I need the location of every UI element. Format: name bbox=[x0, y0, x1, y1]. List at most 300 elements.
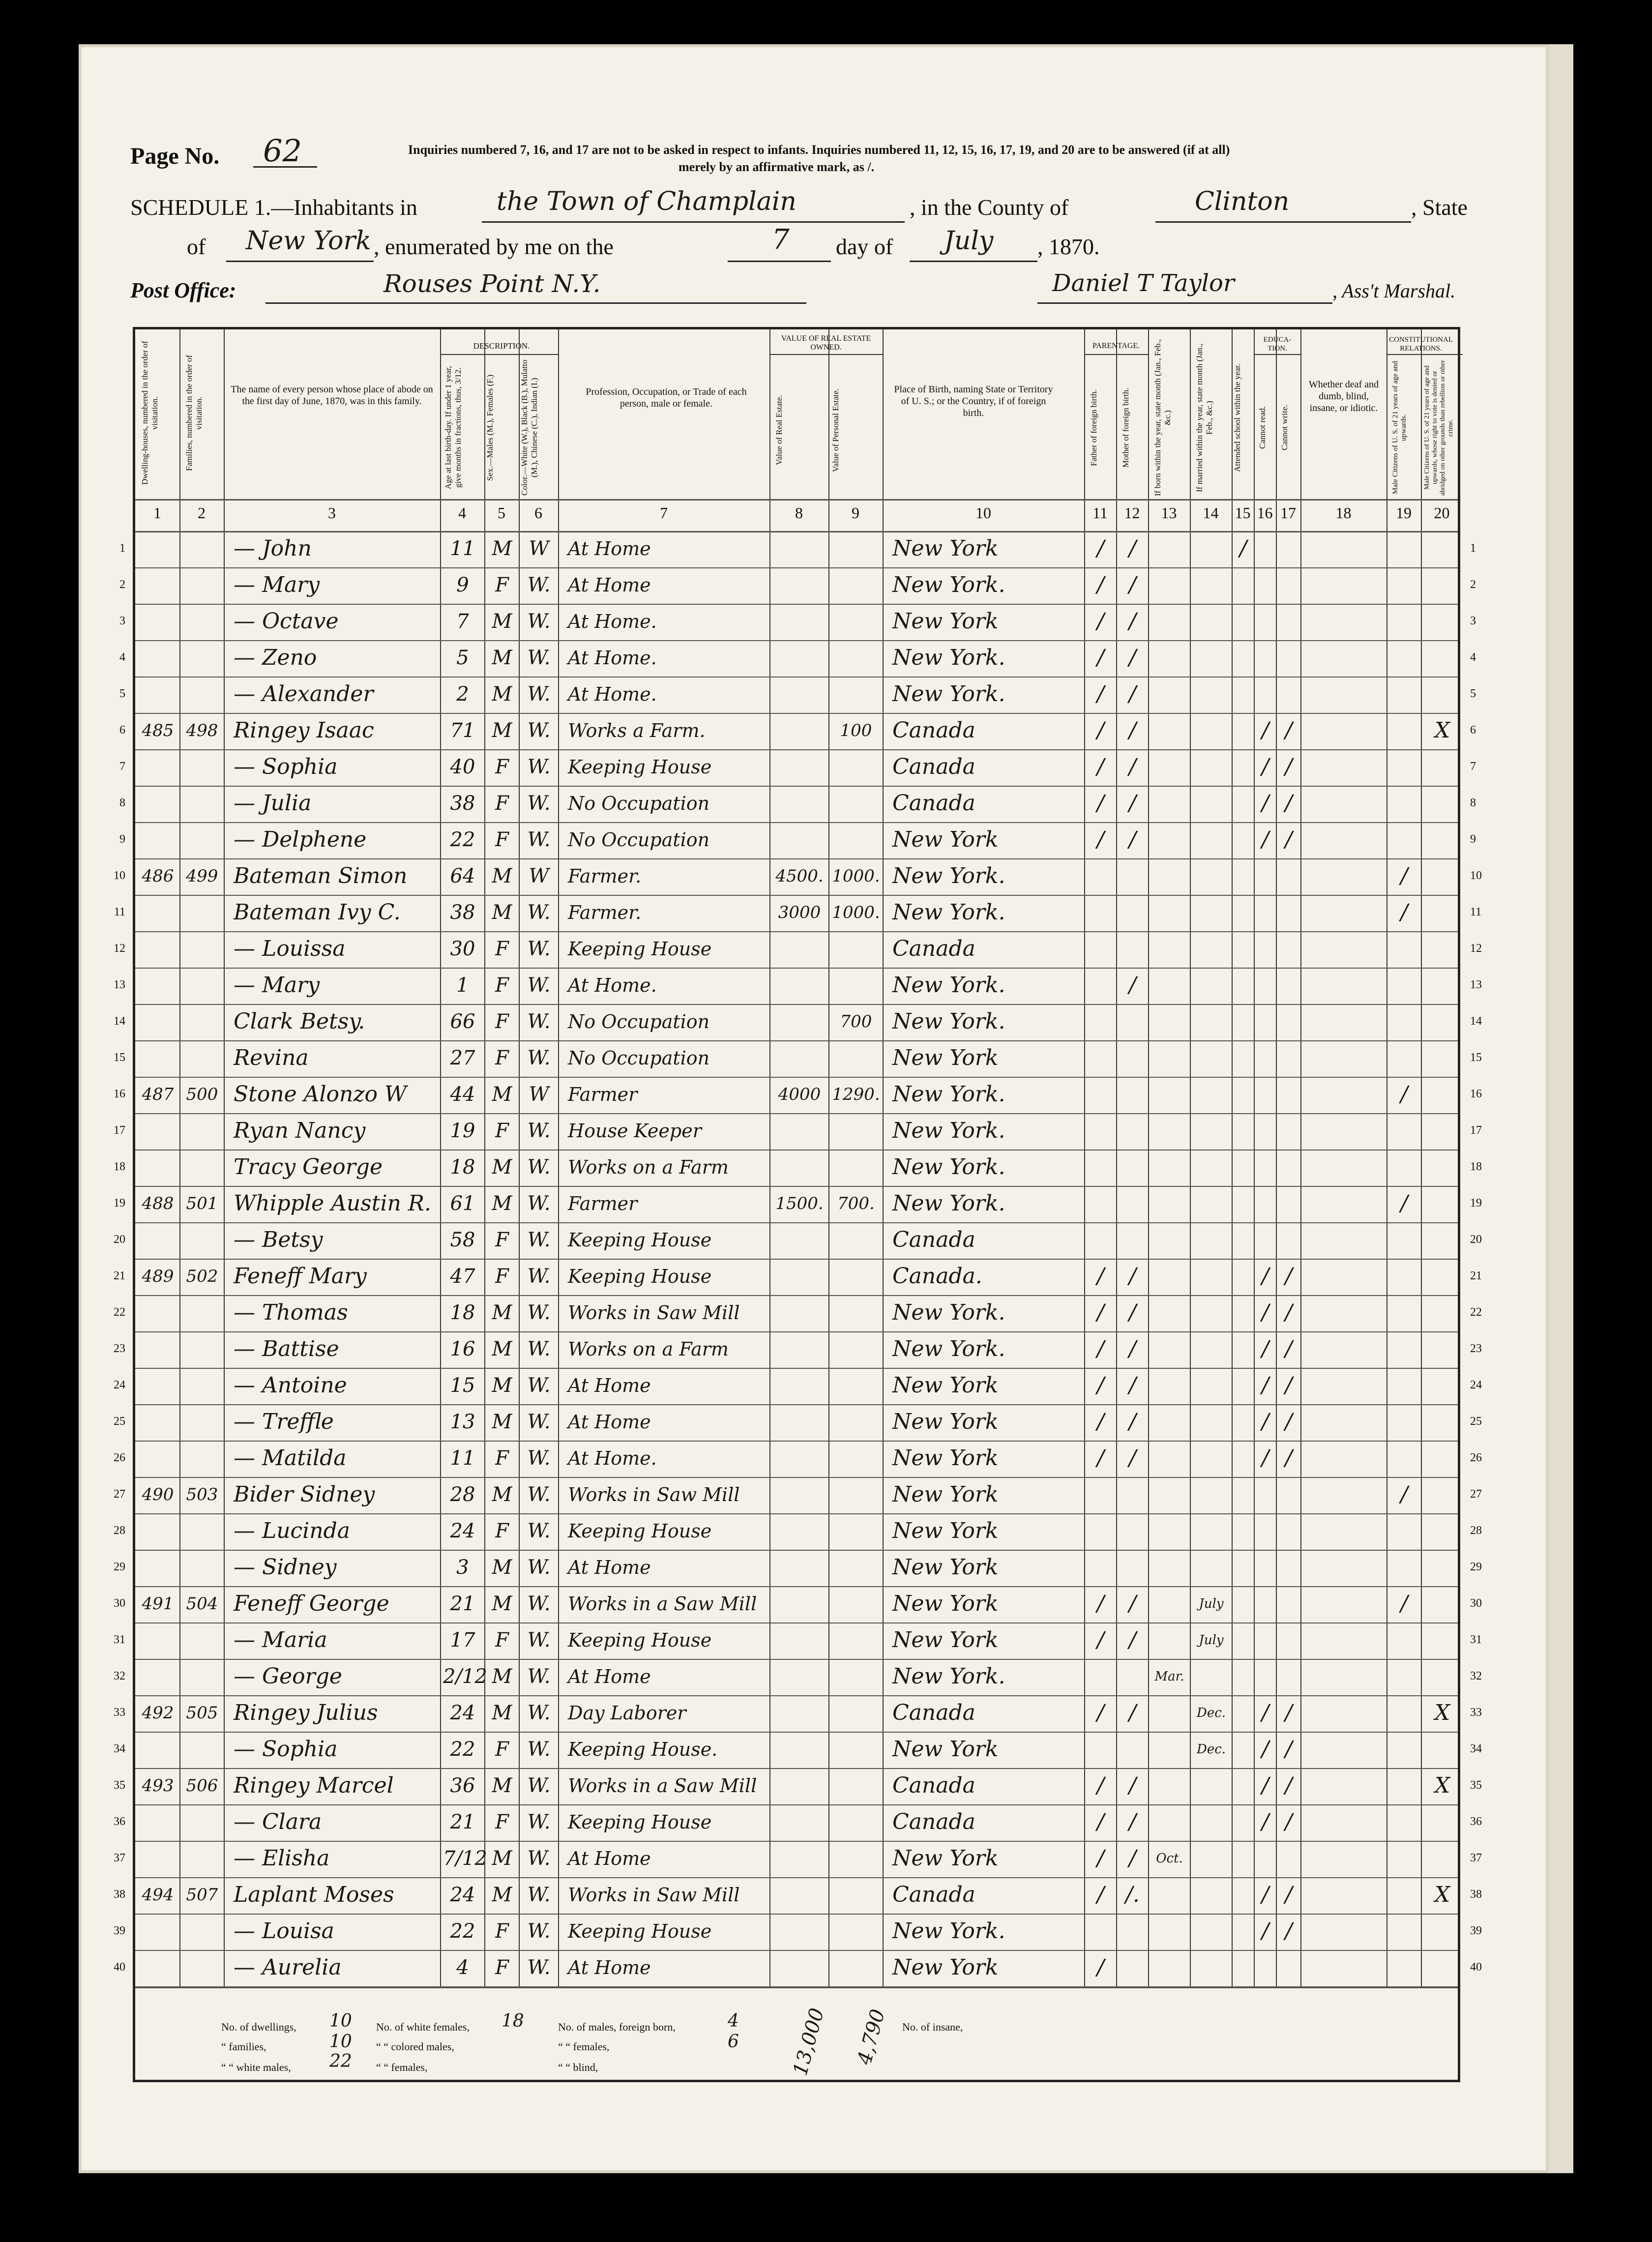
row-number-left: 14 bbox=[114, 1015, 125, 1028]
row-number-right: 38 bbox=[1470, 1888, 1482, 1901]
color: W bbox=[529, 537, 549, 560]
schedule-label: SCHEDULE 1.—Inhabitants in bbox=[130, 195, 417, 220]
age: 36 bbox=[450, 1774, 475, 1797]
mother-foreign-mark: / bbox=[1129, 572, 1136, 597]
father-foreign-mark: / bbox=[1097, 645, 1104, 670]
row-number-left: 4 bbox=[119, 651, 125, 664]
row-number-left: 22 bbox=[114, 1306, 125, 1319]
row-rule bbox=[135, 1986, 1458, 1987]
inquiry-note-1: Inquiries numbered 7, 16, and 17 are not to be asked in respect to infants. Inquiries numbered 11, 12, 15, 16, 17, 19, and 20 are to be answered (if at all) bbox=[408, 143, 1230, 157]
mother-foreign-mark: / bbox=[1129, 536, 1136, 561]
sex: F bbox=[495, 938, 509, 960]
family-number: 498 bbox=[186, 721, 218, 740]
age: 28 bbox=[450, 1483, 475, 1506]
sex: M bbox=[492, 1411, 512, 1433]
place-of-birth: New York. bbox=[892, 1300, 1005, 1325]
sex: F bbox=[495, 828, 509, 851]
person-name: — Maria bbox=[234, 1627, 327, 1652]
mother-foreign-mark: / bbox=[1129, 1446, 1136, 1471]
mother-foreign-mark: / bbox=[1129, 973, 1136, 998]
occupation: Works in Saw Mill bbox=[568, 1302, 740, 1324]
table-row bbox=[114, 1222, 1482, 1259]
father-foreign-mark: / bbox=[1097, 718, 1104, 743]
born-month: Mar. bbox=[1154, 1669, 1184, 1684]
father-foreign-mark: / bbox=[1097, 791, 1104, 816]
row-number-left: 13 bbox=[114, 978, 125, 991]
table-row bbox=[114, 1186, 1482, 1222]
color: W. bbox=[527, 1374, 551, 1397]
person-name: — John bbox=[234, 536, 312, 561]
place-of-birth: New York bbox=[892, 1591, 999, 1616]
col-14-header: If married within the year, state month (Jan., Feb., &c.) bbox=[1195, 343, 1214, 493]
row-number-right: 35 bbox=[1470, 1779, 1482, 1792]
row-number-left: 2 bbox=[119, 578, 125, 591]
color: W. bbox=[527, 901, 551, 924]
row-number-left: 7 bbox=[119, 760, 125, 773]
real-estate-value: 3000 bbox=[778, 903, 821, 922]
row-number-left: 20 bbox=[114, 1233, 125, 1246]
table-row bbox=[114, 1732, 1482, 1768]
occupation: Keeping House. bbox=[568, 1739, 718, 1760]
married-month: Dec. bbox=[1196, 1706, 1226, 1720]
row-number-right: 31 bbox=[1470, 1633, 1482, 1646]
table-row bbox=[114, 895, 1482, 931]
constitutional-header: CONSTITUTIONAL RELATIONS. bbox=[1389, 336, 1453, 353]
column-number: 7 bbox=[660, 504, 668, 522]
row-number-left: 10 bbox=[114, 869, 125, 882]
father-foreign-mark: / bbox=[1097, 1882, 1104, 1907]
state-underline bbox=[226, 261, 374, 262]
place-of-birth: New York bbox=[892, 827, 999, 852]
sex: F bbox=[495, 974, 509, 997]
school-mark: / bbox=[1239, 536, 1247, 561]
age: 2 bbox=[456, 683, 469, 706]
sex: F bbox=[495, 1120, 509, 1142]
table-row bbox=[114, 1768, 1482, 1804]
person-name: Ryan Nancy bbox=[234, 1118, 366, 1143]
occupation: Keeping House bbox=[568, 1229, 712, 1251]
mother-foreign-mark: / bbox=[1129, 1336, 1136, 1361]
post-office-underline bbox=[266, 302, 806, 304]
occupation: At Home bbox=[568, 1375, 651, 1396]
col-11-header: Father of foreign birth. bbox=[1089, 389, 1098, 466]
mother-foreign-mark: / bbox=[1129, 1773, 1136, 1798]
father-foreign-mark: / bbox=[1097, 1446, 1104, 1471]
occupation: Works a Farm. bbox=[568, 720, 706, 741]
real-estate-value: 4000 bbox=[778, 1085, 821, 1104]
age: 24 bbox=[450, 1520, 475, 1542]
father-foreign-mark: / bbox=[1097, 572, 1104, 597]
col-3-header: The name of every person whose place of abode on the first day of June, 1870, was in this family. bbox=[231, 384, 433, 407]
age: 27 bbox=[450, 1047, 475, 1069]
row-number-right: 29 bbox=[1470, 1561, 1482, 1573]
citizen-mark: / bbox=[1400, 1082, 1408, 1107]
col-20-header: Male Citizens of U. S. of 21 years of age and upwards, whose right to vote is denied or abridged on other grounds than rebellion or other crime. bbox=[1423, 360, 1454, 496]
color: W. bbox=[527, 1665, 551, 1688]
place-of-birth: New York. bbox=[892, 1918, 1005, 1944]
occupation: Keeping House bbox=[568, 938, 712, 960]
age: 71 bbox=[450, 719, 475, 742]
color: W. bbox=[527, 1447, 551, 1470]
occupation: At Home. bbox=[568, 611, 657, 632]
sex: F bbox=[495, 1920, 509, 1943]
color: W. bbox=[527, 1956, 551, 1979]
age: 58 bbox=[450, 1229, 475, 1251]
row-number-left: 21 bbox=[114, 1269, 125, 1282]
cannot-read-mark: / bbox=[1262, 1336, 1269, 1361]
color: W. bbox=[527, 938, 551, 960]
personal-estate-value: 1000. bbox=[832, 903, 880, 922]
cannot-read-mark: / bbox=[1262, 1264, 1269, 1289]
person-name: — Mary bbox=[234, 572, 320, 597]
occupation: At Home bbox=[568, 574, 651, 596]
col-16-header: Cannot read. bbox=[1258, 406, 1267, 449]
colored-females-label: “ “ females, bbox=[376, 2061, 428, 2073]
place-of-birth: New York. bbox=[892, 572, 1005, 597]
cannot-write-mark: / bbox=[1285, 754, 1293, 779]
color: W. bbox=[527, 1010, 551, 1033]
marshal-label: , Ass't Marshal. bbox=[1332, 280, 1456, 302]
person-name: Ringey Julius bbox=[234, 1700, 378, 1725]
row-number-left: 16 bbox=[114, 1088, 125, 1100]
sex: F bbox=[495, 1010, 509, 1033]
place-of-birth: Canada bbox=[892, 754, 975, 779]
row-number-right: 20 bbox=[1470, 1233, 1482, 1246]
column-number: 13 bbox=[1161, 504, 1177, 522]
column-number: 3 bbox=[328, 504, 336, 522]
cannot-write-mark: / bbox=[1285, 1264, 1293, 1289]
personal-estate-value: 100 bbox=[840, 721, 872, 740]
mother-foreign-mark: / bbox=[1129, 681, 1136, 707]
color: W. bbox=[527, 1847, 551, 1870]
row-number-left: 29 bbox=[114, 1561, 125, 1573]
col-1-header: Dwelling-houses, numbered in the order of visitation. bbox=[140, 341, 159, 485]
column-number: 12 bbox=[1124, 504, 1140, 522]
cannot-read-mark: / bbox=[1262, 1918, 1269, 1944]
table-row bbox=[114, 1877, 1482, 1914]
sex: F bbox=[495, 1811, 509, 1833]
age: 44 bbox=[450, 1083, 475, 1106]
father-foreign-mark: / bbox=[1097, 609, 1104, 634]
row-number-left: 3 bbox=[119, 615, 125, 627]
description-header: DESCRIPTION. bbox=[473, 341, 530, 351]
age: 13 bbox=[450, 1411, 475, 1433]
age: 61 bbox=[450, 1192, 475, 1215]
row-number-right: 3 bbox=[1470, 615, 1476, 627]
color: W. bbox=[527, 1774, 551, 1797]
mother-foreign-mark: / bbox=[1129, 1591, 1136, 1616]
real-estate-value: 1500. bbox=[775, 1194, 824, 1213]
age: 21 bbox=[450, 1811, 475, 1833]
person-name: — Mary bbox=[234, 973, 320, 998]
col-9-header: Value of Personal Estate. bbox=[831, 388, 840, 472]
row-number-left: 27 bbox=[114, 1488, 125, 1501]
row-number-right: 34 bbox=[1470, 1742, 1482, 1755]
day-of-label: day of bbox=[836, 234, 893, 259]
row-number-left: 37 bbox=[114, 1852, 125, 1864]
post-office-value: Rouses Point N.Y. bbox=[384, 269, 601, 298]
sex: F bbox=[495, 756, 509, 778]
table-row bbox=[114, 1586, 1482, 1622]
person-name: — Sophia bbox=[234, 754, 338, 779]
table-row bbox=[114, 1295, 1482, 1331]
occupation: No Occupation bbox=[568, 829, 710, 851]
row-number-right: 37 bbox=[1470, 1852, 1482, 1864]
place-of-birth: New York. bbox=[892, 1009, 1005, 1034]
row-number-right: 2 bbox=[1470, 578, 1476, 591]
table-row bbox=[114, 1950, 1482, 1986]
sex: M bbox=[492, 683, 512, 706]
cannot-read-mark: / bbox=[1262, 1809, 1269, 1834]
age: 11 bbox=[450, 1447, 475, 1470]
marshal-underline bbox=[1037, 302, 1332, 304]
color: W bbox=[529, 865, 549, 887]
table-row bbox=[119, 567, 1476, 604]
color: W. bbox=[527, 1301, 551, 1324]
person-name: — Betsy bbox=[234, 1227, 323, 1252]
occupation: Farmer. bbox=[568, 902, 642, 923]
col-8-header: Value of Real Estate. bbox=[774, 395, 784, 466]
age: 24 bbox=[450, 1884, 475, 1906]
column-number: 11 bbox=[1092, 504, 1108, 522]
row-number-left: 5 bbox=[119, 687, 125, 700]
real-estate-value: 4500. bbox=[775, 866, 824, 886]
column-number: 2 bbox=[198, 504, 206, 522]
row-number-right: 25 bbox=[1470, 1415, 1482, 1428]
occupation: Works in Saw Mill bbox=[568, 1884, 740, 1906]
place-of-birth: New York. bbox=[892, 1118, 1005, 1143]
color: W. bbox=[527, 1265, 551, 1288]
occupation: Farmer bbox=[568, 1084, 638, 1105]
sex: F bbox=[495, 792, 509, 815]
town-value: the Town of Champlain bbox=[497, 187, 796, 216]
father-foreign-mark: / bbox=[1097, 1773, 1104, 1798]
row-number-right: 28 bbox=[1470, 1524, 1482, 1537]
occupation: Farmer bbox=[568, 1193, 638, 1214]
age: 19 bbox=[450, 1120, 475, 1142]
state-label: , State bbox=[1411, 195, 1468, 220]
age: 4 bbox=[456, 1956, 469, 1979]
enumerated-label: , enumerated by me on the bbox=[374, 234, 614, 259]
person-name: — George bbox=[234, 1664, 342, 1689]
dwelling-number: 490 bbox=[142, 1485, 174, 1504]
father-foreign-mark: / bbox=[1097, 681, 1104, 707]
citizen-mark: / bbox=[1400, 1191, 1408, 1216]
color: W. bbox=[527, 683, 551, 706]
age: 16 bbox=[450, 1338, 475, 1360]
person-name: Bateman Simon bbox=[234, 863, 408, 888]
table-row bbox=[114, 1550, 1482, 1586]
colored-males-label: “ “ colored males, bbox=[376, 2040, 454, 2053]
citizen-mark: / bbox=[1400, 1482, 1408, 1507]
place-of-birth: New York. bbox=[892, 645, 1005, 670]
row-number-right: 24 bbox=[1470, 1379, 1482, 1391]
mother-foreign-mark: / bbox=[1129, 1627, 1136, 1652]
age: 2/12 bbox=[443, 1665, 487, 1688]
row-number-left: 6 bbox=[119, 724, 125, 737]
real-estate-total: 13,000 bbox=[789, 2006, 829, 2078]
row-number-left: 23 bbox=[114, 1342, 125, 1355]
father-foreign-mark: / bbox=[1097, 1373, 1104, 1398]
person-name: — Antoine bbox=[234, 1373, 347, 1398]
column-number: 18 bbox=[1335, 504, 1352, 522]
age: 22 bbox=[450, 1738, 475, 1761]
sex: F bbox=[495, 574, 509, 596]
sex: F bbox=[495, 1629, 509, 1652]
age: 22 bbox=[450, 828, 475, 851]
cannot-write-mark: / bbox=[1285, 1300, 1293, 1325]
sex: M bbox=[492, 719, 512, 742]
row-number-right: 10 bbox=[1470, 869, 1482, 882]
place-of-birth: New York. bbox=[892, 1082, 1005, 1107]
age: 24 bbox=[450, 1702, 475, 1724]
occupation: No Occupation bbox=[568, 1047, 710, 1069]
row-number-left: 11 bbox=[114, 906, 125, 918]
table-row bbox=[114, 1404, 1482, 1441]
mother-foreign-mark: / bbox=[1129, 1809, 1136, 1834]
table-row bbox=[119, 713, 1476, 749]
row-number-right: 15 bbox=[1470, 1051, 1482, 1064]
dwellings-value: 10 bbox=[329, 2011, 352, 2031]
person-name: Feneff Mary bbox=[234, 1264, 367, 1289]
sex: M bbox=[492, 1483, 512, 1506]
person-name: Bider Sidney bbox=[234, 1482, 375, 1507]
row-number-right: 14 bbox=[1470, 1015, 1482, 1028]
place-of-birth: Canada bbox=[892, 936, 975, 961]
person-name: — Aurelia bbox=[234, 1955, 342, 1980]
cannot-read-mark: / bbox=[1262, 1773, 1269, 1798]
age: 9 bbox=[456, 574, 469, 596]
place-of-birth: New York. bbox=[892, 1664, 1005, 1689]
color: W. bbox=[527, 1702, 551, 1724]
place-of-birth: New York. bbox=[892, 1191, 1005, 1216]
table-row bbox=[119, 677, 1476, 713]
row-number-left: 25 bbox=[114, 1415, 125, 1428]
sex: F bbox=[495, 1447, 509, 1470]
col-5-header: Sex.—Males (M.), Females (F.) bbox=[485, 374, 495, 481]
mother-foreign-mark: / bbox=[1129, 1264, 1136, 1289]
row-number-left: 40 bbox=[114, 1961, 125, 1974]
sex: F bbox=[495, 1956, 509, 1979]
age: 22 bbox=[450, 1920, 475, 1943]
year-label: , 1870. bbox=[1037, 234, 1100, 259]
sex: M bbox=[492, 1374, 512, 1397]
color: W. bbox=[527, 828, 551, 851]
row-number-right: 40 bbox=[1470, 1961, 1482, 1974]
sex: M bbox=[492, 1301, 512, 1324]
mother-foreign-mark: / bbox=[1129, 1846, 1136, 1871]
father-foreign-mark: / bbox=[1097, 1264, 1104, 1289]
cannot-read-mark: / bbox=[1262, 1446, 1269, 1471]
sex: M bbox=[492, 1665, 512, 1688]
occupation: Works on a Farm bbox=[568, 1338, 729, 1360]
row-number-right: 4 bbox=[1470, 651, 1476, 664]
place-of-birth: Canada bbox=[892, 718, 975, 743]
place-of-birth: Canada bbox=[892, 1773, 975, 1798]
occupation: At Home. bbox=[568, 683, 657, 705]
sex: M bbox=[492, 1702, 512, 1724]
page-no-value: 62 bbox=[263, 133, 302, 169]
color: W. bbox=[527, 1156, 551, 1179]
dwelling-number: 488 bbox=[142, 1194, 174, 1213]
occupation: At Home bbox=[568, 1411, 651, 1433]
table-row bbox=[119, 749, 1476, 786]
row-number-right: 33 bbox=[1470, 1706, 1482, 1719]
occupation: No Occupation bbox=[568, 1011, 710, 1032]
denied-mark: X bbox=[1434, 1882, 1450, 1907]
father-foreign-mark: / bbox=[1097, 1809, 1104, 1834]
place-of-birth: New York bbox=[892, 1045, 999, 1070]
person-name: — Elisha bbox=[234, 1846, 330, 1871]
family-number: 500 bbox=[186, 1085, 218, 1104]
citizen-mark: / bbox=[1400, 1591, 1408, 1616]
age: 17 bbox=[450, 1629, 475, 1652]
person-name: — Delphene bbox=[234, 827, 367, 852]
occupation: Day Laborer bbox=[568, 1702, 686, 1724]
table-row bbox=[114, 1477, 1482, 1513]
table-row bbox=[119, 640, 1476, 677]
place-of-birth: New York bbox=[892, 1518, 999, 1543]
table-row bbox=[114, 1441, 1482, 1477]
cannot-write-mark: / bbox=[1285, 718, 1293, 743]
occupation: At Home. bbox=[568, 647, 657, 669]
family-number: 499 bbox=[186, 866, 218, 886]
column-number: 8 bbox=[795, 504, 803, 522]
column-number: 4 bbox=[458, 504, 466, 522]
col-18-header: Whether deaf and dumb, blind, insane, or idiotic. bbox=[1308, 379, 1379, 413]
mother-foreign-mark: / bbox=[1129, 718, 1136, 743]
occupation: Farmer. bbox=[568, 865, 642, 887]
group-rule bbox=[1254, 354, 1300, 355]
sex: M bbox=[492, 1774, 512, 1797]
table-row bbox=[114, 1914, 1482, 1950]
place-of-birth: New York bbox=[892, 1627, 999, 1652]
day-underline bbox=[728, 261, 831, 262]
color: W. bbox=[527, 1483, 551, 1506]
white-males-value: 22 bbox=[329, 2051, 352, 2071]
table-row bbox=[114, 968, 1482, 1004]
age: 38 bbox=[450, 901, 475, 924]
dwelling-number: 491 bbox=[142, 1594, 174, 1614]
group-rule bbox=[440, 354, 558, 355]
person-name: Ringey Marcel bbox=[234, 1773, 394, 1798]
age: 7 bbox=[456, 610, 469, 633]
place-of-birth: New York bbox=[892, 1409, 999, 1434]
color: W. bbox=[527, 974, 551, 997]
row-number-left: 34 bbox=[114, 1742, 125, 1755]
value-group-header: VALUE OF REAL ESTATE OWNED. bbox=[781, 334, 871, 352]
mother-foreign-mark: / bbox=[1129, 645, 1136, 670]
sex: M bbox=[492, 1156, 512, 1179]
row-number-right: 6 bbox=[1470, 724, 1476, 737]
row-number-left: 35 bbox=[114, 1779, 125, 1792]
personal-estate-value: 1290. bbox=[832, 1085, 880, 1104]
person-name: Bateman Ivy C. bbox=[234, 900, 401, 925]
father-foreign-mark: / bbox=[1097, 1336, 1104, 1361]
col-10-header: Place of Birth, naming State or Territory of U. S.; or the Country, if of foreign birth. bbox=[894, 384, 1053, 418]
family-number: 503 bbox=[186, 1485, 218, 1504]
person-name: Ringey Isaac bbox=[234, 718, 374, 743]
color: W. bbox=[527, 574, 551, 596]
father-foreign-mark: / bbox=[1097, 754, 1104, 779]
row-number-right: 21 bbox=[1470, 1269, 1482, 1282]
mother-foreign-mark: / bbox=[1129, 827, 1136, 852]
dwelling-number: 494 bbox=[142, 1885, 174, 1905]
cannot-write-mark: / bbox=[1285, 791, 1293, 816]
row-number-left: 30 bbox=[114, 1597, 125, 1610]
place-of-birth: Canada bbox=[892, 1700, 975, 1725]
dwelling-number: 492 bbox=[142, 1703, 174, 1723]
